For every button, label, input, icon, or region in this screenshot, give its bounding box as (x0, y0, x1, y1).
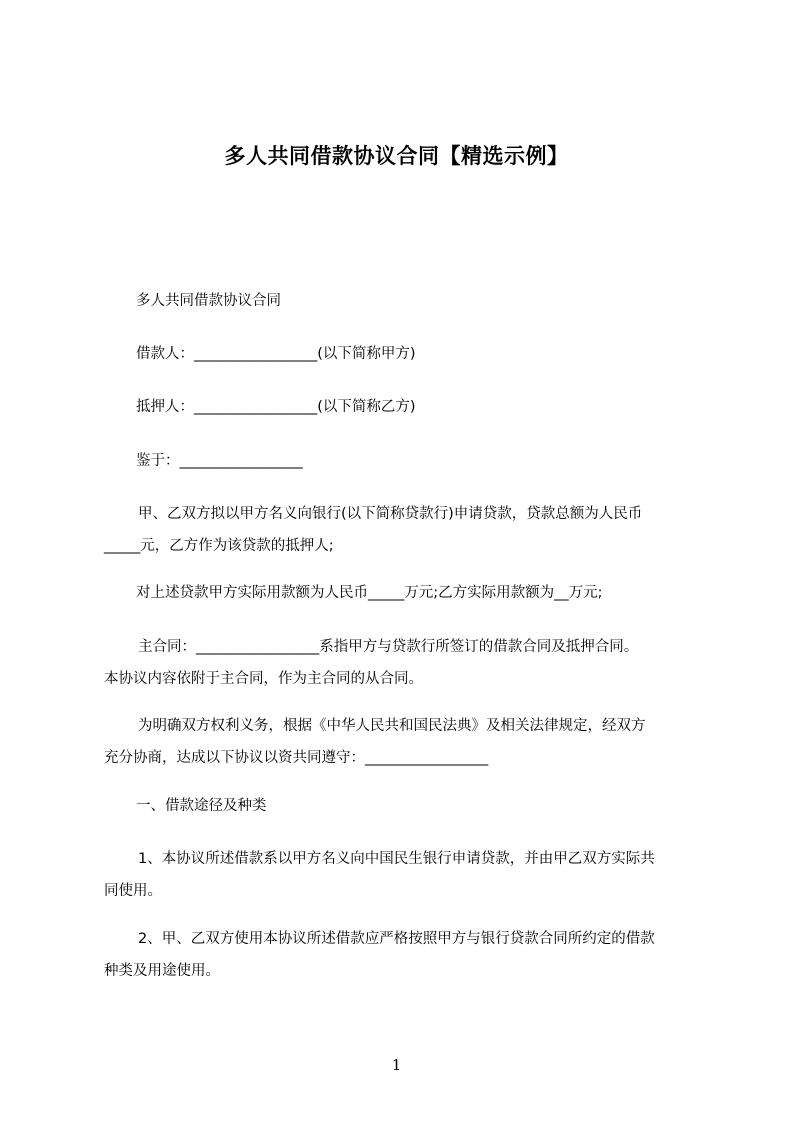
contract-subtitle: 多人共同借款协议合同 (136, 293, 281, 309)
paragraph-row: 种类及用途使用。 (104, 963, 220, 979)
paragraph-row: 主合同：_________________系指甲方与贷款行所签订的借款合同及抵押合同。 (138, 639, 639, 655)
clause-2 (104, 923, 710, 987)
document-title: 多人共同借款协议合同【精选示例】 (224, 144, 569, 168)
page-number: 1 (391, 1056, 402, 1074)
paragraph-row: 为明确双方权利义务，根据《中华人民共和国民法典》及相关法律规定，经双方 (138, 718, 646, 734)
paragraph-row: _____元，乙方作为该贷款的抵押人; (104, 538, 334, 554)
paragraph-row: 甲、乙双方拟以甲方名义向银行(以下简称贷款行)申请贷款，贷款总额为人民币 (138, 506, 643, 522)
paragraph-row: 2、甲、乙双方使用本协议所述借款应严格按照甲方与银行贷款合同所约定的借款 (138, 931, 655, 947)
borrower-line: 借款人：_________________(以下简称甲方) (136, 346, 416, 362)
paragraph-row: 同使用。 (104, 883, 162, 899)
paragraph-row: 1、本协议所述借款系以甲方名义向中国民生银行申请贷款，并由甲乙双方实际共 (138, 851, 655, 867)
paragraph-row: 本协议内容依附于主合同，作为主合同的从合同。 (104, 671, 423, 687)
mortgagor-line: 抵押人：_________________(以下简称乙方) (136, 399, 416, 415)
paragraph-usage-amounts: 对上述贷款甲方实际用款额为人民币_____万元;乙方实际用款额为__万元; (136, 585, 603, 601)
section-heading: 一、借款途径及种类 (136, 798, 267, 814)
whereas-line: 鉴于：_________________ (136, 453, 303, 469)
paragraph-loan-application (104, 498, 710, 562)
clause-1 (104, 843, 710, 907)
paragraph-main-contract (104, 631, 710, 695)
paragraph-legal-basis (104, 710, 710, 774)
paragraph-row: 充分协商，达成以下协议以资共同遵守：_________________ (104, 750, 489, 766)
